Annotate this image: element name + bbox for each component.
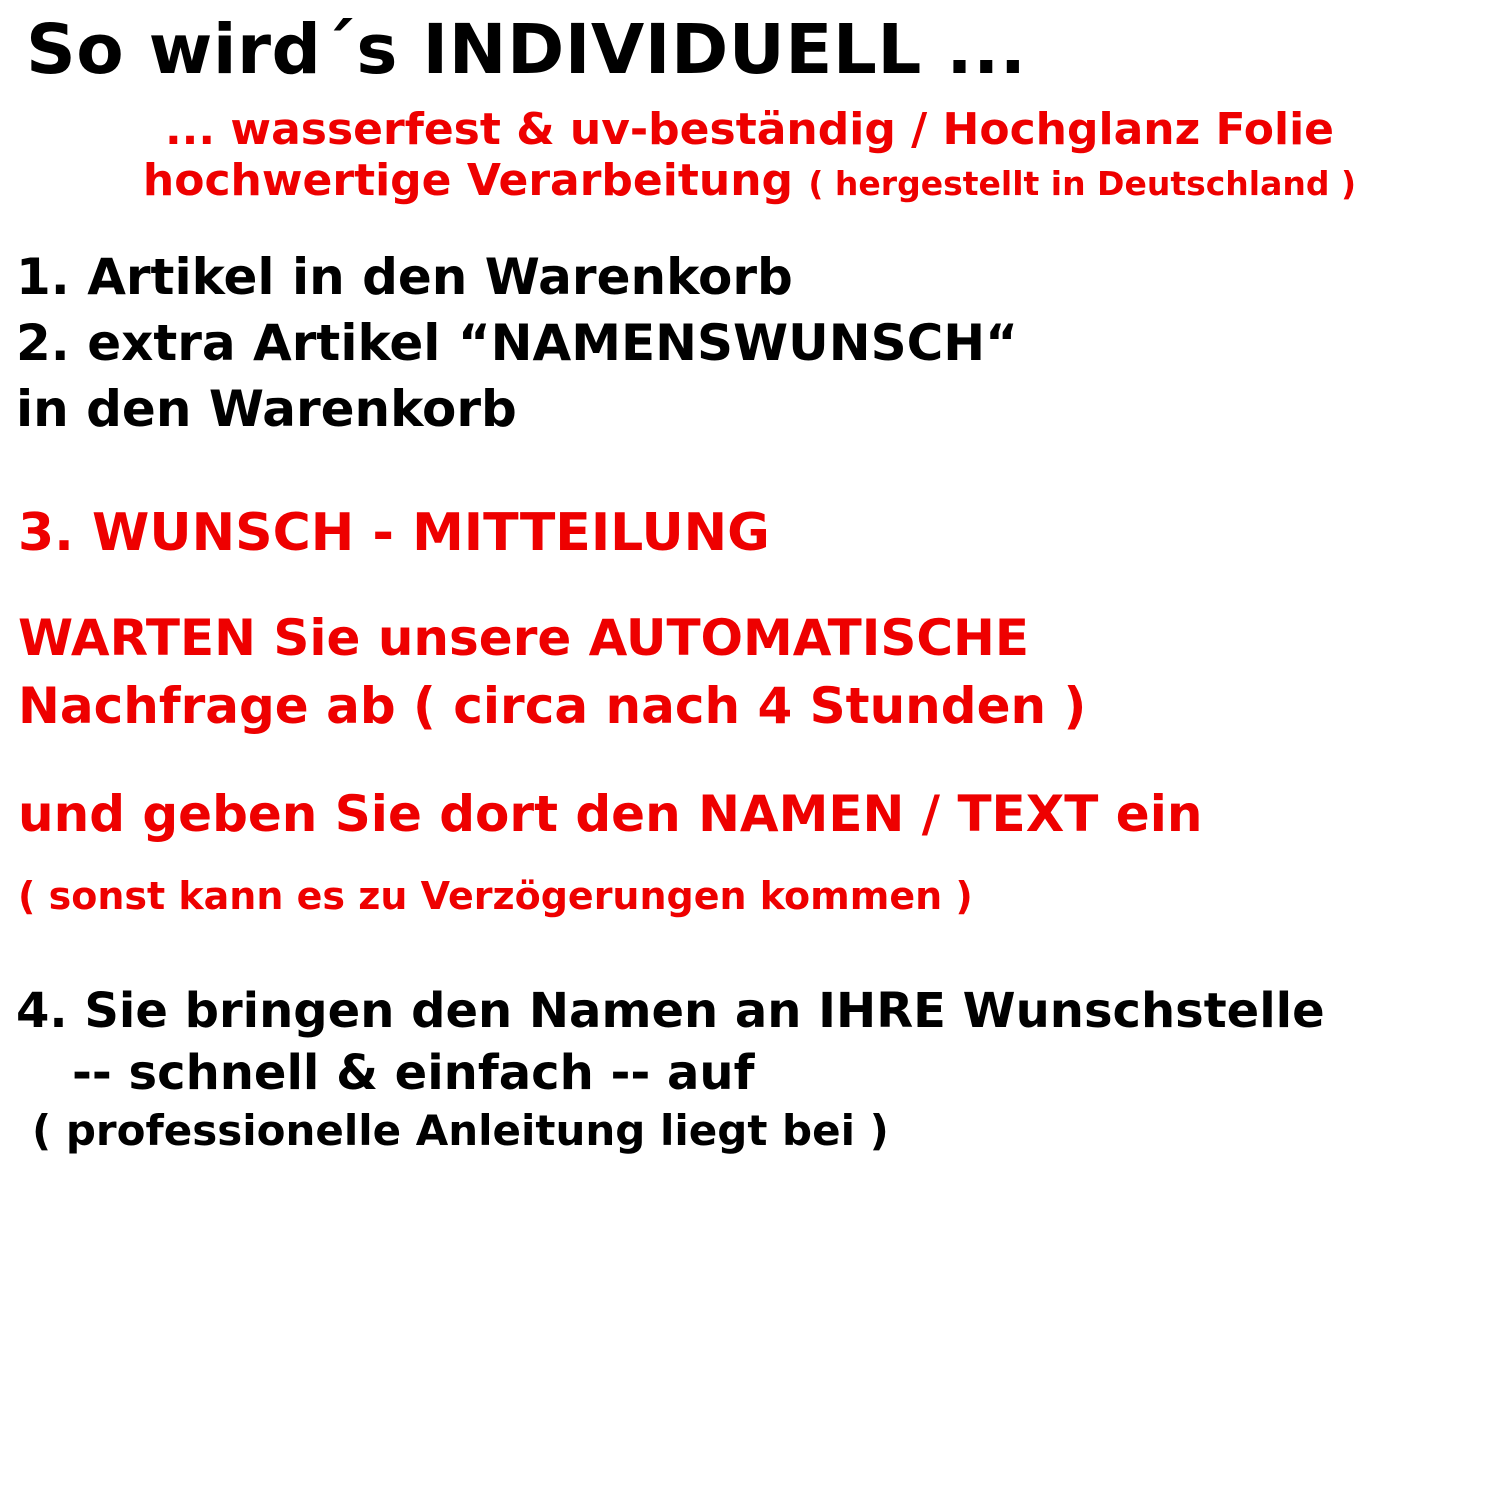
- step-4-note: ( professionelle Anleitung liegt bei ): [32, 1106, 889, 1156]
- step-3-heading: 3. WUNSCH - MITTEILUNG: [18, 502, 770, 563]
- spacer-before-step-3-line-3: [16, 740, 1485, 780]
- step-1: 1. Artikel in den Warenkorb: [16, 247, 793, 306]
- step-4-line-1: 4. Sie bringen den Namen an IHRE Wunschstelle: [16, 983, 1325, 1040]
- step-3-note: ( sonst kann es zu Verzögerungen kommen ): [18, 874, 973, 919]
- steps-list: [16, 244, 1485, 1158]
- subtitle-block: [14, 105, 1485, 206]
- step-3-body-line-1: WARTEN Sie unsere AUTOMATISCHE: [18, 609, 1030, 668]
- subtitle-line-2: [14, 156, 1485, 205]
- spacer-after-step-2: [16, 442, 1485, 502]
- subtitle-line-1: ... wasserfest & uv-beständig / Hochglanz Folie: [164, 104, 1335, 156]
- step-2-line-1: 2. extra Artikel “NAMENSWUNSCH“: [16, 313, 1019, 372]
- spacer-before-step-3-note: [16, 848, 1485, 872]
- subtitle-line-2-main: hochwertige Verarbeitung: [142, 155, 794, 207]
- subtitle-line-2-note: ( hergestellt in Deutschland ): [808, 164, 1357, 204]
- spacer-before-step-4: [16, 921, 1485, 981]
- step-3-body-line-2: Nachfrage ab ( circa nach 4 Stunden ): [18, 677, 1087, 736]
- step-4-line-2: -- schnell & einfach -- auf: [72, 1044, 755, 1101]
- step-2-line-2: in den Warenkorb: [16, 379, 517, 438]
- page-title: So wird´s INDIVIDUELL ...: [26, 10, 1027, 90]
- step-3-body-line-3: und geben Sie dort den NAMEN / TEXT ein: [18, 785, 1203, 844]
- spacer-after-step-3-heading: [16, 564, 1485, 604]
